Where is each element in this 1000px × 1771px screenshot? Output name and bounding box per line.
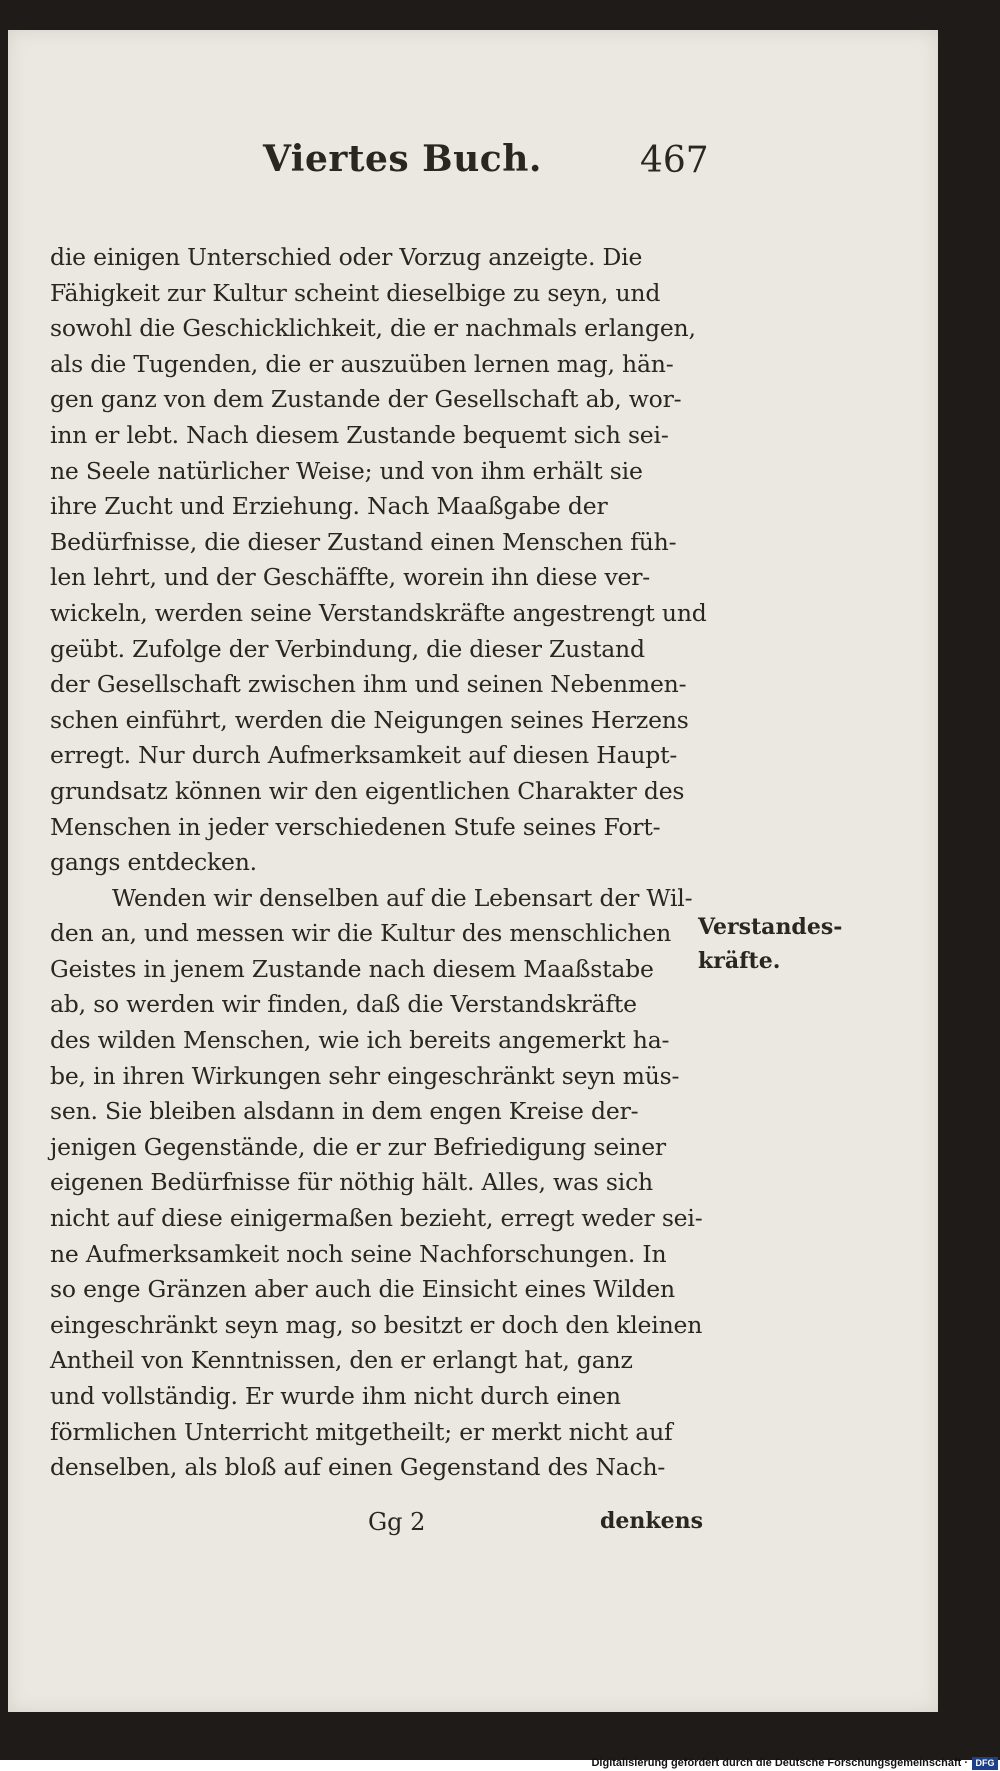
margin-note-line: Verstandes- — [698, 914, 843, 940]
text-line: ne Aufmerksamkeit noch seine Nachforschungen. In — [50, 1239, 667, 1268]
text-line: eingeschränkt seyn mag, so besitzt er doch den kleinen — [50, 1310, 703, 1339]
text-line: jenigen Gegenstände, die er zur Befriedigung seiner — [50, 1132, 666, 1161]
running-header: Viertes Buch. — [263, 138, 542, 180]
text-line: Wenden wir denselben auf die Lebensart der Wil- — [112, 883, 693, 912]
book-page — [8, 30, 938, 1712]
text-line: die einigen Unterschied oder Vorzug anzeigte. Die — [50, 243, 643, 271]
text-line: gen ganz von dem Zustande der Gesellschaft ab, wor- — [50, 385, 682, 414]
text-line: der Gesellschaft zwischen ihm und seinen Nebenmen- — [50, 670, 687, 699]
text-line: und vollständig. Er wurde ihm nicht durch einen — [50, 1382, 621, 1410]
body-text — [50, 240, 707, 1486]
text-line: den an, und messen wir die Kultur des menschlichen — [50, 919, 672, 948]
text-line: len lehrt, und der Geschäffte, worein ihn diese ver- — [50, 563, 651, 592]
signature-mark: Gg 2 — [368, 1508, 426, 1536]
text-line: inn er lebt. Nach diesem Zustande bequemt sich sei- — [50, 420, 669, 449]
margin-note-line: kräfte. — [698, 948, 781, 974]
text-line: grundsatz können wir den eigentlichen Charakter des — [50, 776, 685, 805]
catchword: denkens — [600, 1508, 703, 1534]
text-line: des wilden Menschen, wie ich bereits angemerkt ha- — [50, 1026, 670, 1055]
text-line: Bedürfnisse, die dieser Zustand einen Menschen füh- — [50, 527, 677, 556]
page-number: 467 — [640, 140, 709, 181]
margin-note — [698, 910, 848, 978]
text-line: förmlichen Unterricht mitgetheilt; er merkt nicht auf — [50, 1417, 673, 1446]
text-line: denselben, als bloß auf einen Gegenstand des Nach- — [50, 1453, 666, 1482]
text-line: eigenen Bedürfnisse für nöthig hält. Alles, was sich — [50, 1168, 653, 1197]
text-line: sowohl die Geschicklichkeit, die er nachmals erlangen, — [50, 314, 696, 343]
text-line: so enge Gränzen aber auch die Einsicht eines Wilden — [50, 1275, 675, 1304]
text-line: be, in ihren Wirkungen sehr eingeschränkt seyn müs- — [50, 1061, 680, 1090]
text-line: wickeln, werden seine Verstandskräfte angestrengt und — [50, 598, 707, 627]
text-line: ihre Zucht und Erziehung. Nach Maaßgabe der — [50, 492, 608, 521]
text-line: Antheil von Kenntnissen, den er erlangt hat, ganz — [50, 1346, 633, 1375]
text-line: geübt. Zufolge der Verbindung, die dieser Zustand — [50, 634, 645, 663]
text-line: ab, so werden wir finden, daß die Verstandskräfte — [50, 990, 637, 1019]
text-line: sen. Sie bleiben alsdann in dem engen Kreise der- — [50, 1097, 639, 1126]
text-line: erregt. Nur durch Aufmerksamkeit auf diesen Haupt- — [50, 741, 678, 770]
funding-credit: Digitalisierung gefördert durch die Deutsche Forschungsgemeinschaft · — [591, 1757, 968, 1769]
text-line: Geistes in jenem Zustande nach diesem Maaßstabe — [50, 954, 654, 983]
text-line: nicht auf diese einigermaßen bezieht, erregt weder sei- — [50, 1204, 703, 1233]
text-line: schen einführt, werden die Neigungen seines Herzens — [50, 705, 689, 734]
text-line: Menschen in jeder verschiedenen Stufe seines Fort- — [50, 812, 661, 841]
text-line: gangs entdecken. — [50, 848, 257, 877]
text-line: ne Seele natürlicher Weise; und von ihm erhält sie — [50, 456, 643, 485]
text-line: Fähigkeit zur Kultur scheint dieselbige zu seyn, und — [50, 278, 661, 307]
dfg-logo: DFG — [972, 1757, 998, 1770]
text-line: als die Tugenden, die er auszuüben lernen mag, hän- — [50, 349, 674, 378]
